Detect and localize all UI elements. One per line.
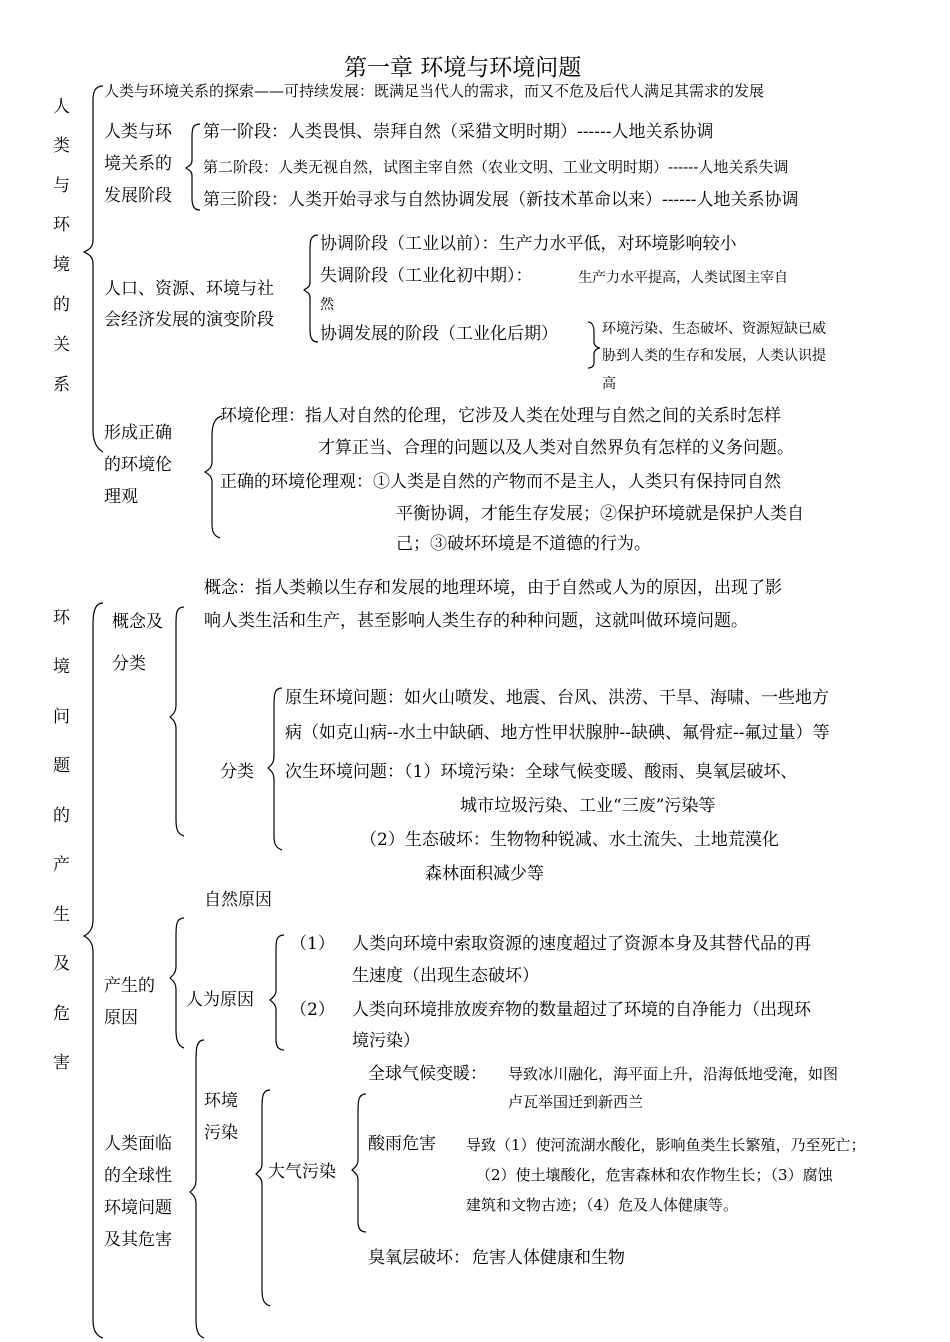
section2-label-char: 的 (53, 806, 70, 826)
ethics-label: 理观 (104, 487, 138, 507)
ethics-label: 的环境伦 (104, 455, 172, 475)
acid-rain-effect: （2）使土壤酸化，危害森林和农作物生长；（3）腐蚀 (476, 1166, 833, 1184)
page-title: 第一章 环境与环境问题 (344, 55, 582, 81)
ethics-view: 平衡协调，才能生存发展；②保护环境就是保护人类自 (396, 504, 804, 524)
secondary-problems: 城市垃圾污染、工业“三废”污染等 (460, 796, 716, 816)
stage-1: 第一阶段：人类畏惧、崇拜自然（采猎文明时期）------人地关系协调 (203, 122, 714, 142)
stage-3: 第三阶段：人类开始寻求与自然协调发展（新技术革命以来）------人地关系协调 (203, 190, 799, 210)
evolution-label: 人口、资源、环境与社 (104, 279, 274, 299)
section2-label-char: 境 (53, 657, 70, 677)
ethics-view: 正确的环境伦理观：①人类是自然的产物而不是主人，人类只有保持同自然 (220, 472, 781, 492)
evolution-label: 会经济发展的演变阶段 (104, 310, 274, 330)
acid-rain-effect: 导致（1）使河流湖水酸化，影响鱼类生长繁殖，乃至死亡； (466, 1136, 866, 1154)
evolution-stage-3: 协调发展的阶段（工业化后期） (320, 324, 558, 344)
section1-label-char: 系 (53, 375, 70, 395)
section2-label-char: 产 (53, 855, 70, 875)
section1-label-char: 人 (53, 97, 70, 117)
section1-label-char: 环 (53, 215, 70, 235)
section2-label-char: 危 (53, 1004, 70, 1024)
ethics-definition: 才算正当、合理的问题以及人类对自然界负有怎样的义务问题。 (318, 438, 794, 458)
section2-label-char: 及 (53, 954, 70, 974)
section2-label-char: 问 (53, 707, 70, 727)
section2-label-char: 生 (53, 905, 70, 925)
concept-definition: 响人类生活和生产，甚至影响人类生存的种种问题，这就叫做环境问题。 (204, 611, 748, 631)
section1-label-char: 与 (53, 176, 70, 196)
section2-label-char: 害 (53, 1053, 70, 1073)
section1-label-char: 境 (53, 255, 70, 275)
cause-label: 产生的 (104, 976, 155, 996)
evolution-stage-2: 失调阶段（工业化初中期）： (320, 266, 533, 286)
concept-definition: 概念：指人类赖以生存和发展的地理环境，由于自然或人为的原因，出现了影 (204, 578, 782, 598)
acid-rain-label: 酸雨危害 (368, 1134, 436, 1154)
evolution-stage-3-detail: 胁到人类的生存和发展，人类认识提 (602, 348, 826, 364)
global-issues-label: 及其危害 (104, 1230, 172, 1250)
human-cause-1: 人类向环境中索取资源的速度超过了资源本身及其替代品的再 (352, 934, 811, 954)
human-cause-2-number: （2） (290, 1000, 335, 1020)
global-issues-label: 的全球性 (104, 1166, 172, 1186)
classification-label: 分类 (220, 762, 254, 782)
global-warming-effect: 导致冰川融化，海平面上升，沿海低地受淹，如图 (508, 1065, 839, 1083)
primary-problems: 原生环境问题：如火山喷发、地震、台风、洪涝、干旱、海啸、一些地方 (285, 688, 829, 708)
cause-label: 原因 (104, 1008, 138, 1028)
ethics-view: 己；③破坏环境是不道德的行为。 (396, 534, 651, 554)
ethics-label: 形成正确 (104, 423, 172, 443)
stage-2: 第二阶段：人类无视自然，试图主宰自然（农业文明、工业文明时期）------人地关系失调 (203, 158, 789, 176)
air-pollution-label: 大气污染 (268, 1162, 336, 1182)
human-cause-2: 境污染） (352, 1031, 420, 1051)
evolution-stage-2-detail: 生产力水平提高，人类试图主宰自 (578, 270, 788, 286)
global-issues-label: 环境问题 (104, 1198, 172, 1218)
concept-label: 分类 (112, 654, 146, 674)
section1-label-char: 的 (53, 295, 70, 315)
evolution-stage-3-detail: 环境污染、生态破坏、资源短缺已威 (602, 321, 826, 337)
primary-problems: 病（如克山病--水土中缺硒、地方性甲状腺肿--缺碘、氟骨症--氟过量）等 (285, 723, 830, 743)
evolution-stage-3-detail: 高 (602, 376, 616, 392)
human-cause-2: 人类向环境排放废弃物的数量超过了环境的自净能力（出现环 (352, 1000, 811, 1020)
acid-rain-effect: 建筑和文物古迹；（4）危及人体健康等。 (466, 1196, 739, 1214)
section2-label-char: 题 (53, 756, 70, 776)
global-issues-label: 人类面临 (104, 1134, 172, 1154)
ethics-definition: 环境伦理：指人对自然的伦理，它涉及人类在处理与自然之间的关系时怎样 (220, 406, 781, 426)
global-warming-label: 全球气候变暖： (368, 1064, 487, 1084)
sustainable-development: 人类与环境关系的探索——可持续发展：既满足当代人的需求，而又不危及后代人满足其需求的发展 (104, 82, 765, 100)
human-cause-label: 人为原因 (186, 990, 254, 1010)
human-cause-1-number: （1） (290, 934, 335, 954)
evolution-stage-2-detail: 然 (320, 297, 334, 313)
section1-label-char: 关 (53, 335, 70, 355)
secondary-problems: 次生环境问题：（1）环境污染：全球气候变暖、酸雨、臭氧层破坏、 (285, 762, 798, 782)
global-warming-effect: 卢瓦举国迁到新西兰 (508, 1093, 644, 1111)
stages-label: 人类与环 (104, 122, 172, 142)
section1-label-char: 类 (53, 136, 70, 156)
ecological-damage: （2）生态破坏：生物物种锐减、水土流失、土地荒漠化 (360, 830, 779, 850)
evolution-stage-1: 协调阶段（工业以前）：生产力水平低，对环境影响较小 (320, 234, 737, 254)
human-cause-1: 生速度（出现生态破坏） (352, 966, 539, 986)
ecological-damage: 森林面积减少等 (425, 864, 544, 884)
stages-label: 境关系的 (104, 154, 172, 174)
pollution-label: 环境 (204, 1091, 238, 1111)
stages-label: 发展阶段 (104, 186, 172, 206)
ozone-depletion-label: 臭氧层破坏： (368, 1248, 470, 1268)
section2-label-char: 环 (53, 608, 70, 628)
ozone-depletion-effect: 危害人体健康和生物 (472, 1248, 625, 1268)
natural-cause: 自然原因 (204, 890, 272, 910)
concept-label: 概念及 (112, 612, 163, 632)
pollution-label: 污染 (204, 1123, 238, 1143)
